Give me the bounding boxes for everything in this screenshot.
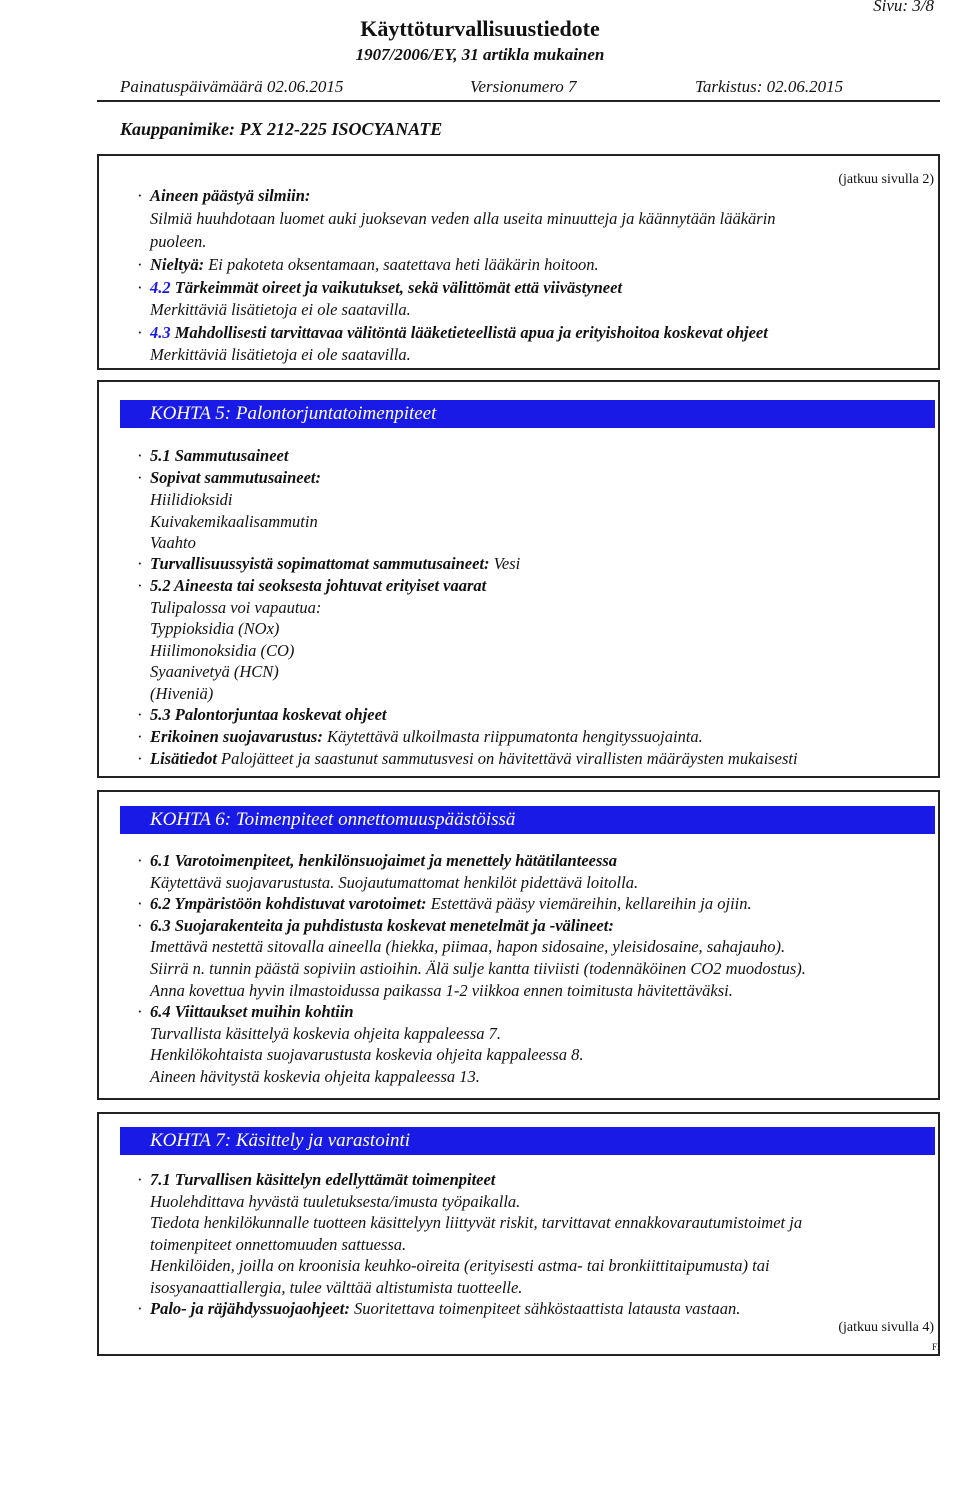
additional-info-line	[150, 749, 798, 769]
page-number: Sivu: 3/8	[873, 0, 934, 15]
section-6-title: KOHTA 6: Toimenpiteet onnettomuuspäästöissä	[120, 806, 935, 834]
fire-protection-heading: Palo- ja räjähdyssuojaohjeet:	[150, 1299, 350, 1318]
suitable-media-heading: Sopivat sammutusaineet:	[150, 468, 321, 487]
section-6-3-text: Imettävä nestettä sitovalla aineella (hiekka, piimaa, hapon sidosaine, yleisidosaine, sahajauho).	[150, 937, 786, 956]
unsuitable-media-value: Vesi	[493, 554, 521, 573]
fire-hazard-line: Tulipalossa voi vapautua:	[150, 598, 322, 617]
continued-to: (jatkuu sivulla 4)	[838, 1320, 934, 1335]
trade-divider	[97, 154, 940, 156]
eye-contact-text-2: puoleen.	[150, 232, 207, 251]
section-6-4-text: Henkilökohtaista suojavarustusta koskevia ohjeita kappaleessa 8.	[150, 1045, 584, 1064]
bullet-dot: ·	[137, 894, 143, 913]
swallowing-line	[150, 255, 599, 275]
section-7-1-heading: 7.1 Turvallisen käsittelyn edellyttämät toimenpiteet	[150, 1170, 496, 1189]
section-6-4-heading: 6.4 Viittaukset muihin kohtiin	[150, 1002, 354, 1021]
section-6-2-heading: 6.2 Ympäristöön kohdistuvat varotoimet:	[150, 894, 427, 913]
suitable-media-item: Hiilidioksidi	[150, 490, 233, 509]
fire-hazard-line: Hiilimonoksidia (CO)	[150, 641, 295, 660]
bullet-dot: ·	[137, 323, 143, 342]
print-date: Painatuspäivämäärä 02.06.2015	[120, 77, 344, 96]
section-4-2-title: Tärkeimmät oireet ja vaikutukset, sekä välittömät että viivästyneet	[174, 278, 623, 297]
swallowing-heading: Nieltyä:	[150, 255, 205, 274]
section-7-1-text: Tiedota henkilökunnalle tuotteen käsittelyyn liittyvät riskit, tarvittavat ennakkovarautumistoimet ja	[150, 1213, 803, 1232]
box-left-border	[97, 154, 99, 370]
regulation-reference: 1907/2006/EY, 31 artikla mukainen	[355, 45, 605, 64]
document-title: Käyttöturvallisuustiedote	[360, 16, 600, 41]
section-7-1-text: isosyanaattiallergia, tulee välttää altistumista tuotteelle.	[150, 1278, 523, 1297]
section-6-4-text: Aineen hävitystä koskevia ohjeita kappaleessa 13.	[150, 1067, 480, 1086]
bullet-dot: ·	[137, 851, 143, 870]
section-7-title: KOHTA 7: Käsittely ja varastointi	[120, 1127, 935, 1155]
additional-info-text: Palojätteet ja saastunut sammutusvesi on hävitettävä virallisten määräysten mukaisesti	[221, 749, 798, 768]
protective-equipment-heading: Erikoinen suojavarustus:	[150, 727, 323, 746]
bullet-dot: ·	[137, 916, 143, 935]
section-7-1-text: toimenpiteet onnettomuuden sattuessa.	[150, 1235, 407, 1254]
version-number: Versionumero 7	[470, 77, 577, 96]
fire-hazard-line: Syaanivetyä (HCN)	[150, 662, 279, 681]
section-6-3-heading: 6.3 Suojarakenteita ja puhdistusta koskevat menetelmät ja -välineet:	[150, 916, 614, 935]
eye-contact-text: Silmiä huuhdotaan luomet auki juoksevan veden alla useita minuutteja ja käännytään lääkärin	[150, 209, 776, 228]
fire-protection-text: Suoritettava toimenpiteet sähköstaattista latausta vastaan.	[353, 1299, 741, 1318]
bullet-dot: ·	[137, 576, 143, 595]
fire-protection-line	[150, 1299, 740, 1319]
box-right-border	[938, 154, 940, 370]
section-5-title: KOHTA 5: Palontorjuntatoimenpiteet	[120, 400, 935, 428]
section-4-2-heading	[150, 278, 622, 298]
section-4-2-text: Merkittäviä lisätietoja ei ole saatavilla.	[150, 300, 411, 319]
header-divider	[97, 100, 940, 102]
protective-equipment-line	[150, 727, 703, 747]
bullet-dot: ·	[137, 278, 143, 297]
section-6-3-text: Anna kovettua hyvin ilmastoidussa paikassa 1-2 viikkoa ennen toimitusta hävitettäväksi.	[150, 981, 733, 1000]
section-6-1-heading: 6.1 Varotoimenpiteet, henkilönsuojaimet ja menettely hätätilanteessa	[150, 851, 618, 870]
section-6-3-text: Siirrä n. tunnin päästä sopiviin astioihin. Älä sulje kantta tiiviisti (todennäköinen CO2 muodostus).	[150, 959, 806, 978]
bullet-dot: ·	[137, 255, 143, 274]
section-6-2-text: Estettävä pääsy viemäreihin, kellareihin ja ojiin.	[430, 894, 752, 913]
additional-info-heading: Lisätiedot	[150, 749, 217, 768]
protective-equipment-text: Käytettävä ulkoilmasta riippumatonta hengityssuojainta.	[326, 727, 703, 746]
suitable-media-item: Kuivakemikaalisammutin	[150, 512, 318, 531]
section-5-1-heading: 5.1 Sammutusaineet	[150, 446, 289, 465]
revision-date: Tarkistus: 02.06.2015	[695, 77, 844, 96]
bullet-dot: ·	[137, 446, 143, 465]
unsuitable-media-line	[150, 554, 520, 574]
fire-hazard-line: (Hiveniä)	[150, 684, 214, 703]
section-4-3-number: 4.3	[150, 323, 171, 342]
unsuitable-media-heading: Turvallisuussyistä sopimattomat sammutusaineet:	[150, 554, 490, 573]
bullet-dot: ·	[137, 1002, 143, 1021]
bullet-dot: ·	[137, 1170, 143, 1189]
section-6-1-text: Käytettävä suojavarustusta. Suojautumattomat henkilöt pidettävä loitolla.	[150, 873, 639, 892]
trade-name: Kauppanimike: PX 212-225 ISOCYANATE	[120, 119, 443, 139]
fire-hazard-line: Typpioksidia (NOx)	[150, 619, 280, 638]
section-4-3-title: Mahdollisesti tarvittavaa välitöntä lääketieteellistä apua ja erityishoitoa koskevat ohjeet	[174, 323, 768, 342]
suitable-media-item: Vaahto	[150, 533, 196, 552]
section-7-1-text: Huolehdittava hyvästä tuuletuksesta/imusta työpaikalla.	[150, 1192, 521, 1211]
bullet-dot: ·	[137, 554, 143, 573]
box-bottom-border	[97, 368, 940, 370]
section-5-3-heading: 5.3 Palontorjuntaa koskevat ohjeet	[150, 705, 387, 724]
section-4-3-text: Merkittäviä lisätietoja ei ole saatavilla.	[150, 345, 411, 364]
bullet-dot: ·	[137, 468, 143, 487]
section-4-3-heading	[150, 323, 768, 343]
section-5-2-heading: 5.2 Aineesta tai seoksesta johtuvat erityiset vaarat	[150, 576, 487, 595]
section-6-4-text: Turvallista käsittelyä koskevia ohjeita kappaleessa 7.	[150, 1024, 502, 1043]
bullet-dot: ·	[137, 705, 143, 724]
bullet-dot: ·	[137, 749, 143, 768]
bullet-dot: ·	[137, 1299, 143, 1318]
continued-from: (jatkuu sivulla 2)	[838, 172, 934, 187]
bullet-dot: ·	[137, 727, 143, 746]
bullet-dot: ·	[137, 186, 143, 205]
section-6-2-line	[150, 894, 752, 914]
section-4-2-number: 4.2	[150, 278, 171, 297]
swallowing-text: Ei pakoteta oksentamaan, saatettava heti lääkärin hoitoon.	[208, 255, 599, 274]
section-7-1-text: Henkilöiden, joilla on kroonisia keuhko-oireita (erityisesti astma- tai bronkiittitaipumusta) tai	[150, 1256, 770, 1275]
eye-contact-heading: Aineen päästyä silmiin:	[150, 186, 311, 205]
language-code: FI	[931, 1342, 940, 1352]
